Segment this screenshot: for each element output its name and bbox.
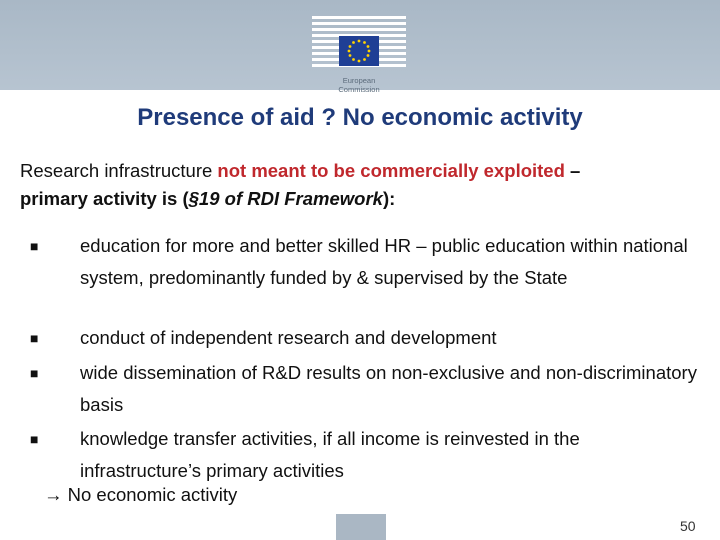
logo-text-line2: Commission (338, 85, 380, 94)
commission-building-icon (306, 8, 412, 74)
header-banner (0, 0, 720, 94)
intro-reference: §19 of RDI Framework (188, 188, 383, 209)
list-item (30, 230, 710, 320)
intro-paragraph (20, 157, 710, 213)
bullet-icon: ■ (30, 238, 39, 254)
page-number: 50 (680, 518, 696, 534)
bullet-text: conduct of independent research and development (80, 327, 497, 348)
intro-text: Research infrastructure (20, 160, 218, 181)
intro-close: ): (382, 188, 396, 209)
logo-text-line1: European (342, 76, 376, 85)
bullet-icon: ■ (30, 365, 39, 381)
bullet-text: wide dissemination of R&D results on non-exclusive and non-discriminatory basis (80, 362, 697, 415)
footer-logo (336, 514, 386, 540)
bullet-icon: ■ (30, 431, 39, 447)
intro-line2: primary activity is ( (20, 188, 189, 209)
european-commission-logo (306, 8, 412, 94)
intro-dash: – (564, 160, 581, 181)
intro-highlight: not meant to be commercially exploited (217, 160, 565, 181)
bullet-text: education for more and better skilled HR – public education within national system, predominantly funded by & supervised by the State (80, 235, 688, 288)
bullet-text: knowledge transfer activities, if all income is reinvested in the infrastructure’s primary activities (80, 428, 580, 481)
conclusion-text: No economic activity (67, 484, 238, 505)
slide-title: Presence of aid ? No economic activity (137, 104, 583, 131)
conclusion-line (44, 484, 237, 506)
logo-text (306, 76, 412, 94)
arrow-right-icon: → (44, 484, 63, 505)
bullet-icon: ■ (30, 330, 39, 346)
